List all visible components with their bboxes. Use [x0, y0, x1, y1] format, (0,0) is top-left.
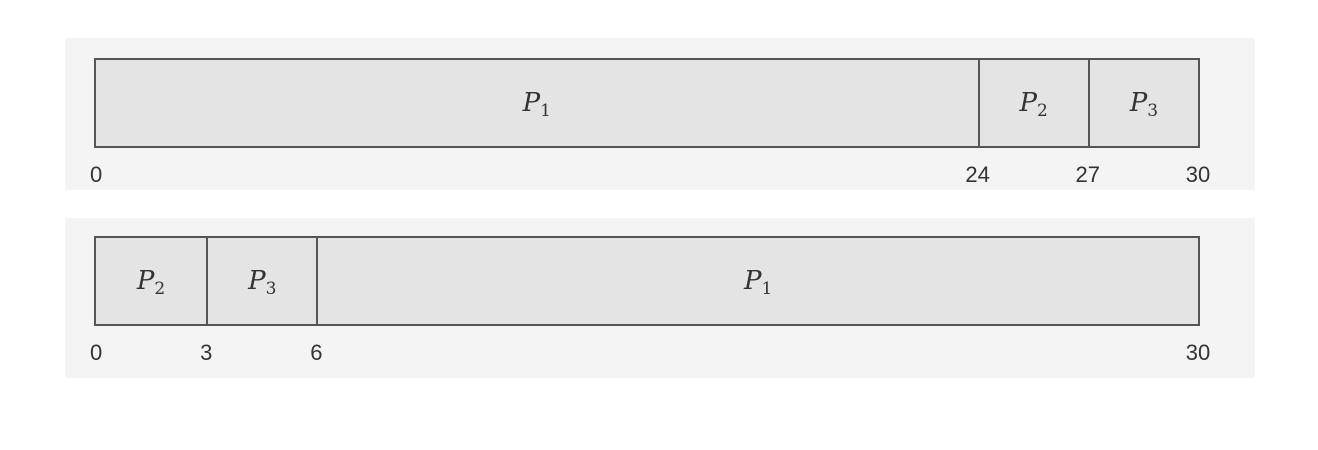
gantt-segment-p1: [316, 238, 1198, 324]
process-label: [522, 88, 551, 121]
process-index: 2: [154, 279, 166, 299]
process-letter: P: [744, 266, 762, 296]
process-letter: P: [1019, 88, 1038, 118]
process-letter: P: [248, 266, 266, 296]
process-index: 3: [265, 279, 277, 299]
time-tick-label: 0: [90, 340, 103, 365]
process-label: [136, 266, 166, 299]
process-label: [1019, 88, 1048, 121]
process-label: [1129, 88, 1159, 121]
process-label: [248, 266, 277, 299]
gantt-segment-p2: [978, 60, 1088, 146]
gantt-segment-p3: [206, 238, 316, 324]
time-tick-label: 24: [965, 162, 990, 187]
process-index: 1: [761, 279, 773, 299]
process-index: 2: [1037, 101, 1048, 121]
gantt-segment-p1: [96, 60, 978, 146]
gantt-chart-sjf: [94, 236, 1200, 326]
gantt-chart-fcfs: [94, 58, 1200, 148]
time-tick-label: 0: [90, 162, 103, 187]
time-tick-label: 3: [200, 340, 213, 365]
process-index: 1: [540, 101, 551, 121]
process-letter: P: [136, 266, 155, 296]
process-letter: P: [522, 88, 541, 118]
gantt-segment-p2: [96, 238, 206, 324]
process-label: [744, 266, 773, 299]
process-index: 3: [1147, 101, 1159, 121]
time-tick-label: 6: [310, 340, 323, 365]
time-tick-label: 30: [1185, 340, 1211, 365]
process-letter: P: [1129, 88, 1148, 118]
time-tick-label: 27: [1075, 162, 1101, 187]
time-tick-label: 30: [1185, 162, 1211, 187]
gantt-segment-p3: [1088, 60, 1198, 146]
